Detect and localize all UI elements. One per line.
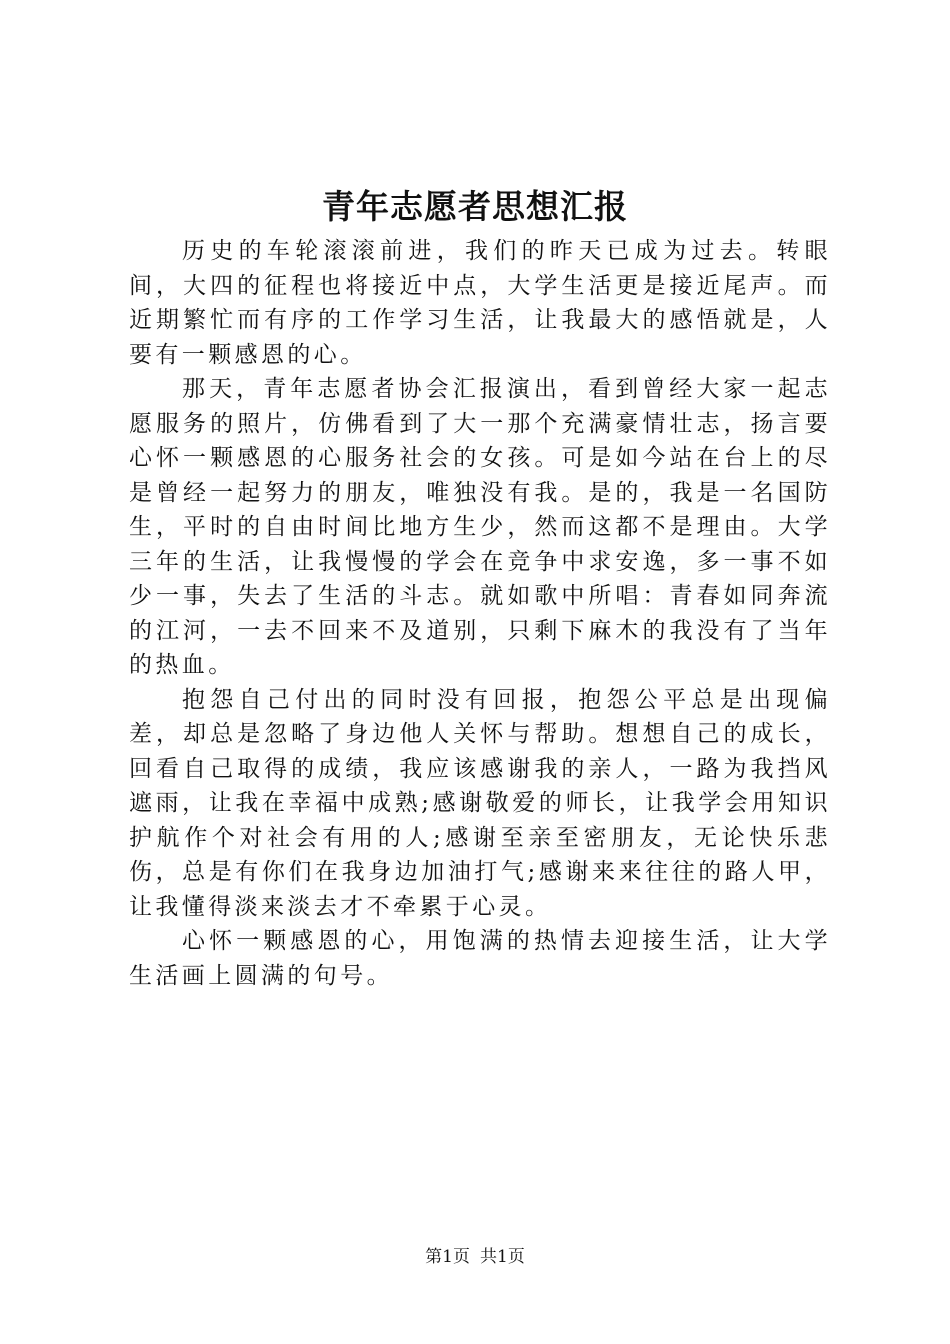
page-number: 第1页 — [425, 1247, 470, 1267]
document-title: 青年志愿者思想汇报 — [322, 187, 628, 226]
page-footer — [0, 1245, 950, 1269]
page-total: 共1页 — [480, 1247, 525, 1267]
paragraph-3: 抱怨自己付出的同时没有回报，抱怨公平总是出现偏差，却总是忽略了身边他人关怀与帮助。想想自己的成长，回看自己取得的成绩，我应该感谢我的亲人，一路为我挡风遮雨，让我在幸福中成熟;感谢敬爱的师长，让我学会用知识护航作个对社会有用的人;感谢至亲至密朋友，无论快乐悲伤，总是有你们在我身边加油打气;感谢来来往往的路人甲，让我懂得淡来淡去才不牵累于心灵。 — [129, 686, 831, 920]
document-body — [129, 234, 831, 993]
paragraph-4: 心怀一颗感恩的心，用饱满的热情去迎接生活，让大学生活画上圆满的句号。 — [129, 928, 831, 989]
paragraph-2: 那天，青年志愿者协会汇报演出，看到曾经大家一起志愿服务的照片，仿佛看到了大一那个充满豪情壮志，扬言要心怀一颗感恩的心服务社会的女孩。可是如今站在台上的尽是曾经一起努力的朋友，唯独没有我。是的，我是一名国防生，平时的自由时间比地方生少，然而这都不是理由。大学三年的生活，让我慢慢的学会在竞争中求安逸，多一事不如少一事，失去了生活的斗志。就如歌中所唱：青春如同奔流的江河，一去不回来不及道别，只剩下麻木的我没有了当年的热血。 — [129, 376, 831, 678]
paragraph-1: 历史的车轮滚滚前进，我们的昨天已成为过去。转眼间，大四的征程也将接近中点，大学生活更是接近尾声。而近期繁忙而有序的工作学习生活，让我最大的感悟就是，人要有一颗感恩的心。 — [129, 238, 831, 368]
